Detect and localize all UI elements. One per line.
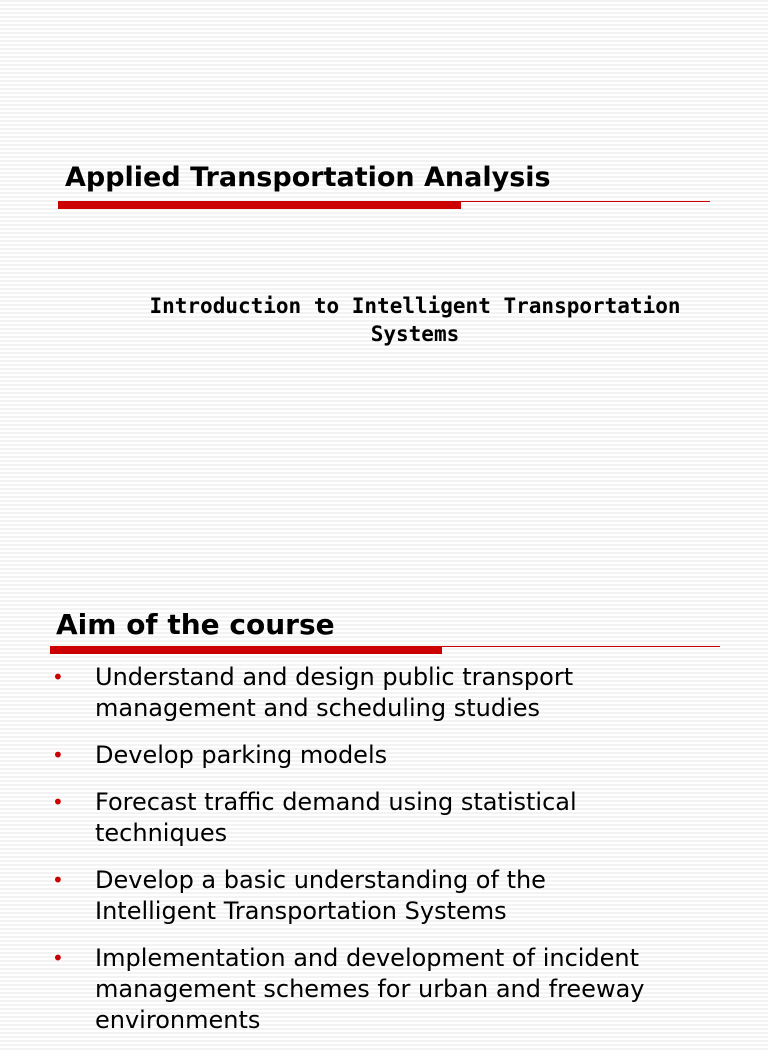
title-underline-thin — [442, 646, 720, 647]
slide-2 — [0, 590, 768, 1034]
bullet-line: management schemes for urban and freeway — [95, 975, 645, 1003]
list-item — [0, 740, 768, 771]
bullet-line: Understand and design public transport — [95, 663, 574, 691]
bullet-line: Intelligent Transportation Systems — [95, 897, 507, 925]
list-item — [0, 662, 768, 724]
bullet-icon: • — [52, 790, 64, 814]
bullet-line: Develop a basic understanding of the — [95, 866, 546, 894]
title-underline-thick — [50, 646, 442, 654]
aim-bullet-list — [0, 662, 768, 1052]
title-underline-thin — [461, 201, 710, 202]
bullet-line: management and scheduling studies — [95, 694, 541, 722]
bullet-line: Forecast traffic demand using statistical — [95, 788, 577, 816]
bullet-icon: • — [52, 743, 64, 767]
slide-1-subtitle — [120, 292, 710, 348]
bullet-line: techniques — [95, 819, 228, 847]
bullet-icon: • — [52, 665, 64, 689]
list-item — [0, 787, 768, 849]
bullet-line: Implementation and development of incident — [95, 944, 640, 972]
subtitle-line-1: Introduction to Intelligent Transportation — [149, 294, 681, 318]
slide-2-title: Aim of the course — [56, 608, 335, 641]
bullet-line: environments — [95, 1006, 261, 1034]
bullet-line: Develop parking models — [95, 741, 388, 769]
bullet-icon: • — [52, 946, 64, 970]
slide-1-title: Applied Transportation Analysis — [65, 162, 551, 193]
subtitle-line-2: Systems — [370, 322, 460, 346]
title-underline-thick — [58, 201, 461, 209]
bullet-icon: • — [52, 868, 64, 892]
list-item — [0, 865, 768, 927]
list-item — [0, 943, 768, 1036]
